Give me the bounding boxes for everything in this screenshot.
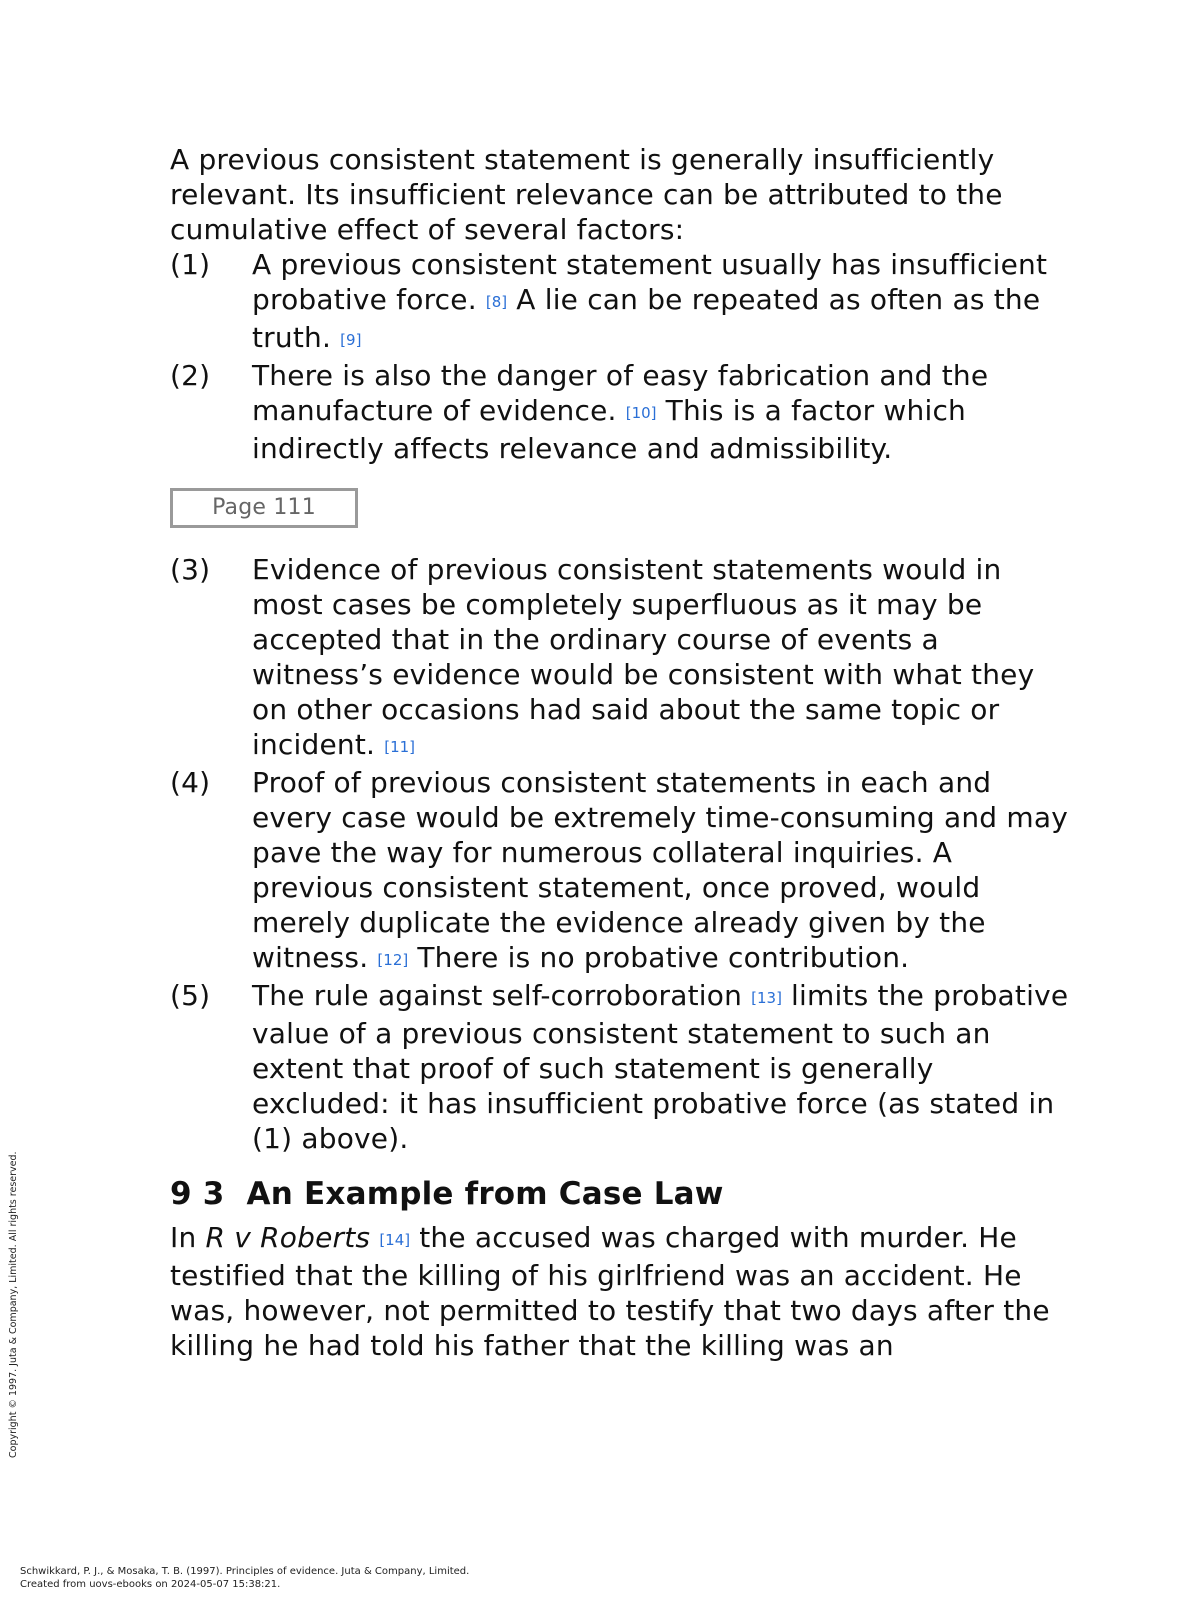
section-number: 9 3	[170, 1176, 225, 1212]
case-name: R v Roberts	[205, 1221, 371, 1254]
item-text: A previous consistent statement usually has insufficient probative force. [8] A lie can be repeated as often as the truth. [9]	[252, 248, 1048, 354]
section-heading	[170, 1174, 1070, 1214]
citation-footer	[20, 1565, 469, 1591]
created-line: Created from uovs-ebooks on 2024-05-07 15:38:21.	[20, 1579, 281, 1590]
item-number: (3)	[170, 553, 211, 586]
list-item	[170, 358, 1070, 466]
footnote-link[interactable]: [14]	[379, 1231, 411, 1249]
intro-paragraph: A previous consistent statement is generally insufficiently relevant. Its insufficient relevance can be attributed to the cumulative effect of several factors:	[170, 143, 1003, 246]
copyright-notice: Copyright © 1997. Juta & Company, Limited. All rights reserved.	[8, 1151, 19, 1458]
section-title: An Example from Case Law	[246, 1176, 724, 1212]
footnote-link[interactable]: [13]	[751, 989, 782, 1007]
item-text: There is also the danger of easy fabrication and the manufacture of evidence. [10] This is a factor which indirectly affects relevance and admissibility.	[252, 359, 989, 465]
list-item	[170, 978, 1070, 1156]
case-paragraph: In R v Roberts [14] the accused was charged with murder. He testified that the killing of his girlfriend was an accident. He was, however, not permitted to testify that two days after the killing he had told his father that the killing was an	[170, 1221, 1050, 1362]
item-number: (4)	[170, 766, 211, 799]
list-item	[170, 552, 1070, 765]
item-number: (5)	[170, 979, 211, 1012]
list-item	[170, 247, 1070, 358]
footnote-link[interactable]: [8]	[485, 293, 508, 311]
page-marker: Page 111	[170, 488, 358, 528]
item-text: The rule against self-corroboration [13] limits the probative value of a previous consistent statement to such an extent that proof of such statement is generally excluded: it has insufficient probative force (as stated in (1) above).	[252, 979, 1069, 1155]
item-number: (2)	[170, 359, 211, 392]
document-body	[170, 142, 1070, 1363]
footnote-link[interactable]: [10]	[625, 404, 657, 422]
list-item	[170, 765, 1070, 978]
item-number: (1)	[170, 248, 211, 281]
citation-line: Schwikkard, P. J., & Mosaka, T. B. (1997). Principles of evidence. Juta & Company, Limited.	[20, 1566, 470, 1577]
item-text: Proof of previous consistent statements in each and every case would be extremely time-consuming and may pave the way for numerous collateral inquiries. A previous consistent statement, once proved, would merely duplicate the evidence already given by the witness. [12] There is no probative contribution.	[252, 766, 1068, 974]
item-text: Evidence of previous consistent statements would in most cases be completely superfluous as it may be accepted that in the ordinary course of events a witness’s evidence would be consistent with what they on other occasions had said about the same topic or incident. [11]	[252, 553, 1035, 761]
footnote-link[interactable]: [11]	[384, 738, 416, 756]
footnote-link[interactable]: [12]	[377, 951, 409, 969]
footnote-link[interactable]: [9]	[340, 331, 362, 349]
